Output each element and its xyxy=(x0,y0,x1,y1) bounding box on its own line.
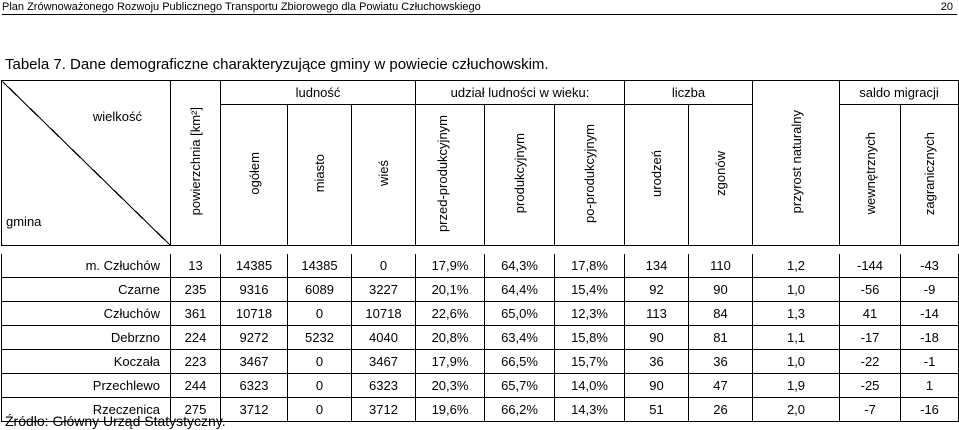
demographics-table xyxy=(1,80,959,422)
table-row xyxy=(2,254,959,278)
header-village-label: wieś xyxy=(376,160,391,187)
cell-gmina: m. Człuchów xyxy=(2,254,171,278)
table-row xyxy=(2,374,959,398)
source-note: Źródło: Główny Urząd Statystyczny. xyxy=(5,413,226,429)
cell-productive: 66,2% xyxy=(485,398,555,422)
cell-preproductive: 22,6% xyxy=(416,302,485,326)
header-natural-growth xyxy=(753,81,840,246)
cell-births: 90 xyxy=(625,374,689,398)
table-row xyxy=(2,350,959,374)
cell-village: 3467 xyxy=(352,350,416,374)
table-row xyxy=(2,278,959,302)
header-total-label: ogółem xyxy=(246,152,262,195)
cell-total: 3712 xyxy=(221,398,288,422)
cell-total: 9316 xyxy=(221,278,288,302)
cell-gmina: Przechlewo xyxy=(2,374,171,398)
header-area xyxy=(171,81,221,246)
cell-deaths: 90 xyxy=(689,278,753,302)
cell-village: 10718 xyxy=(352,302,416,326)
cell-village: 3227 xyxy=(352,278,416,302)
header-foreign xyxy=(901,105,959,246)
header-total xyxy=(221,105,288,246)
cell-productive: 66,5% xyxy=(485,350,555,374)
header-productive-label: produkcyjnym xyxy=(512,133,528,214)
cell-area: 223 xyxy=(171,350,221,374)
cell-births: 113 xyxy=(625,302,689,326)
cell-area: 244 xyxy=(171,374,221,398)
cell-productive: 65,7% xyxy=(485,374,555,398)
cell-preproductive: 19,6% xyxy=(416,398,485,422)
cell-city: 5232 xyxy=(288,326,352,350)
cell-births: 51 xyxy=(625,398,689,422)
cell-foreign: -43 xyxy=(901,254,959,278)
header-city-label: miasto xyxy=(312,154,327,193)
cell-postproductive: 14,3% xyxy=(555,398,625,422)
cell-total: 10718 xyxy=(221,302,288,326)
header-age-share: udział ludności w wieku: xyxy=(416,81,625,105)
header-preproductive-label: przed-produkcyjnym xyxy=(435,114,451,233)
corner-label-gmina: gmina xyxy=(6,214,42,229)
cell-area: 13 xyxy=(171,254,221,278)
table-row xyxy=(2,302,959,326)
cell-city: 0 xyxy=(288,398,352,422)
header-spacer-row xyxy=(2,246,959,255)
cell-postproductive: 17,8% xyxy=(555,254,625,278)
cell-preproductive: 20,1% xyxy=(416,278,485,302)
cell-births: 134 xyxy=(625,254,689,278)
cell-growth: 1,0 xyxy=(753,278,840,302)
cell-foreign: -18 xyxy=(901,326,959,350)
cell-deaths: 81 xyxy=(689,326,753,350)
cell-deaths: 36 xyxy=(689,350,753,374)
cell-births: 92 xyxy=(625,278,689,302)
header-preproductive xyxy=(416,105,485,246)
page-number: 20 xyxy=(940,1,953,13)
cell-foreign: -1 xyxy=(901,350,959,374)
cell-preproductive: 17,9% xyxy=(416,254,485,278)
cell-village: 4040 xyxy=(352,326,416,350)
cell-city: 6089 xyxy=(288,278,352,302)
header-area-label: powierzchnia [km²] xyxy=(188,107,203,216)
cell-deaths: 84 xyxy=(689,302,753,326)
cell-preproductive: 17,9% xyxy=(416,350,485,374)
cell-city: 0 xyxy=(288,350,352,374)
cell-village: 6323 xyxy=(352,374,416,398)
header-village xyxy=(352,105,416,246)
cell-foreign: -9 xyxy=(901,278,959,302)
cell-gmina: Rzeczenica xyxy=(2,398,171,422)
cell-internal: -25 xyxy=(840,374,901,398)
cell-internal: 41 xyxy=(840,302,901,326)
cell-productive: 64,3% xyxy=(485,254,555,278)
cell-area: 235 xyxy=(171,278,221,302)
cell-growth: 1,3 xyxy=(753,302,840,326)
corner-label-size: wielkość xyxy=(92,109,142,124)
header-births xyxy=(625,105,689,246)
header-natural-growth-label: przyrost naturalny xyxy=(788,109,804,214)
header-migration: saldo migracji xyxy=(840,81,959,105)
cell-preproductive: 20,8% xyxy=(416,326,485,350)
cell-total: 6323 xyxy=(221,374,288,398)
cell-foreign: -14 xyxy=(901,302,959,326)
cell-village: 0 xyxy=(352,254,416,278)
cell-growth: 1,1 xyxy=(753,326,840,350)
cell-internal: -144 xyxy=(840,254,901,278)
cell-births: 36 xyxy=(625,350,689,374)
cell-growth: 2,0 xyxy=(753,398,840,422)
cell-productive: 64,4% xyxy=(485,278,555,302)
header-city xyxy=(288,105,352,246)
header-births-label: urodzeń xyxy=(649,150,665,197)
cell-internal: -7 xyxy=(840,398,901,422)
cell-village: 3712 xyxy=(352,398,416,422)
cell-total: 9272 xyxy=(221,326,288,350)
cell-city: 0 xyxy=(288,374,352,398)
cell-postproductive: 15,7% xyxy=(555,350,625,374)
header-postproductive xyxy=(555,105,625,246)
table-row xyxy=(2,326,959,350)
cell-foreign: 1 xyxy=(901,374,959,398)
header-internal xyxy=(840,105,901,246)
cell-area: 361 xyxy=(171,302,221,326)
cell-city: 14385 xyxy=(288,254,352,278)
header-count: liczba xyxy=(625,81,753,105)
cell-foreign: -16 xyxy=(901,398,959,422)
cell-gmina: Czarne xyxy=(2,278,171,302)
cell-total: 3467 xyxy=(221,350,288,374)
cell-internal: -22 xyxy=(840,350,901,374)
cell-postproductive: 14,0% xyxy=(555,374,625,398)
document-title: Plan Zrównoważonego Rozwoju Publicznego Transportu Zbiorowego dla Powiatu Człuchowskiego xyxy=(2,1,481,13)
cell-deaths: 110 xyxy=(689,254,753,278)
cell-births: 90 xyxy=(625,326,689,350)
cell-gmina: Koczała xyxy=(2,350,171,374)
header-internal-label: wewnętrznych xyxy=(862,132,878,215)
header-population: ludność xyxy=(221,81,416,105)
header-postproductive-label: po-produkcyjnym xyxy=(582,124,598,223)
header-deaths xyxy=(689,105,753,246)
cell-area: 275 xyxy=(171,398,221,422)
header-productive xyxy=(485,105,555,246)
table-corner-cell xyxy=(2,81,171,246)
page-header xyxy=(2,0,957,15)
table-caption: Tabela 7. Dane demograficzne charakteryzujące gminy w powiecie człuchowskim. xyxy=(5,56,549,73)
cell-deaths: 26 xyxy=(689,398,753,422)
cell-productive: 65,0% xyxy=(485,302,555,326)
cell-growth: 1,9 xyxy=(753,374,840,398)
cell-area: 224 xyxy=(171,326,221,350)
cell-postproductive: 15,4% xyxy=(555,278,625,302)
cell-growth: 1,2 xyxy=(753,254,840,278)
cell-deaths: 47 xyxy=(689,374,753,398)
header-deaths-label: zgonów xyxy=(713,151,729,196)
cell-postproductive: 12,3% xyxy=(555,302,625,326)
cell-productive: 63,4% xyxy=(485,326,555,350)
cell-preproductive: 20,3% xyxy=(416,374,485,398)
cell-growth: 1,0 xyxy=(753,350,840,374)
cell-gmina: Człuchów xyxy=(2,302,171,326)
cell-total: 14385 xyxy=(221,254,288,278)
cell-city: 0 xyxy=(288,302,352,326)
header-foreign-label: zagranicznych xyxy=(922,131,938,216)
cell-postproductive: 15,8% xyxy=(555,326,625,350)
cell-internal: -17 xyxy=(840,326,901,350)
cell-internal: -56 xyxy=(840,278,901,302)
cell-gmina: Debrzno xyxy=(2,326,171,350)
